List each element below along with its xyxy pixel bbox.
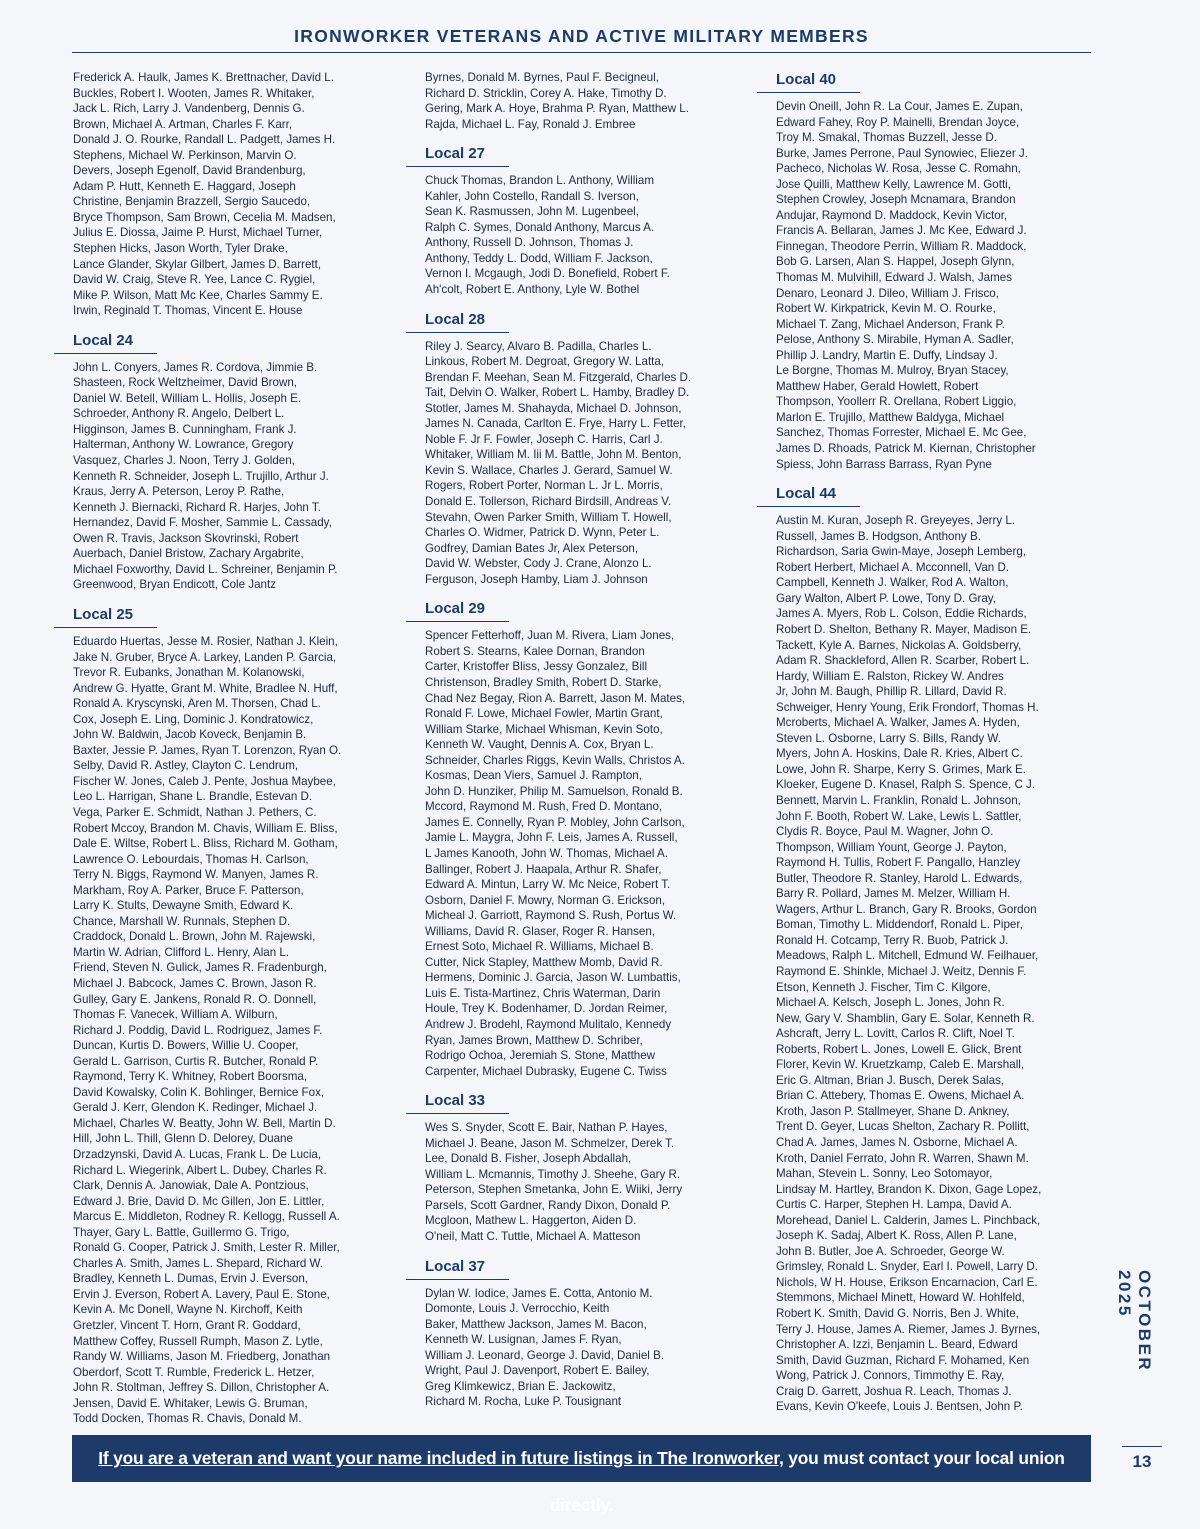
name-line: Kenneth W. Vaught, Dennis A. Cox, Bryan L. <box>425 738 654 752</box>
name-line: Jr, John M. Baugh, Phillip R. Lillard, David R. <box>776 685 1007 699</box>
name-line: Michael T. Zang, Michael Anderson, Frank P. <box>776 317 1005 331</box>
name-line: John L. Conyers, James R. Cordova, Jimmie B. <box>73 360 318 374</box>
name-line: Etson, Kenneth J. Fischer, Tim C. Kilgore, <box>776 980 991 994</box>
column-1 <box>73 70 393 1427</box>
name-line: O'neil, Matt C. Tuttle, Michael A. Matteson <box>425 1230 641 1243</box>
section-heading: Local 28 <box>406 310 509 333</box>
section-heading: Local 44 <box>757 484 860 507</box>
name-line: Donald J. O. Rourke, Randall L. Padgett, James H. <box>73 133 336 147</box>
name-line: Randy W. Williams, Jason M. Friedberg, Jonathan <box>73 1350 331 1364</box>
name-line: Devers, Joseph Egenolf, David Brandenburg, <box>73 164 306 178</box>
name-line: Sean K. Rasmussen, John M. Lugenbeel, <box>425 205 639 219</box>
name-line: Bennett, Marvin L. Franklin, Ronald L. Johnson, <box>776 793 1021 807</box>
name-line: Stevahn, Owen Parker Smith, William T. Howell, <box>425 510 672 524</box>
name-line: Campbell, Kenneth J. Walker, Rod A. Walton, <box>776 576 1009 590</box>
name-line: Burke, James Perrone, Paul Synowiec, Eliezer J. <box>776 146 1028 160</box>
name-line: Daniel W. Betell, William L. Hollis, Joseph E. <box>73 391 302 405</box>
name-line: L James Kanooth, John W. Thomas, Michael A. <box>425 846 668 860</box>
name-line: Kroth, Jason P. Stallmeyer, Shane D. Ankney, <box>776 1104 1010 1118</box>
name-line: Gulley, Gary E. Jankens, Ronald R. O. Donnell, <box>73 992 317 1006</box>
footer-banner-underlined: If you are a veteran and want your name included in future listings in The Ironworker, <box>98 1448 784 1468</box>
name-line: Chuck Thomas, Brandon L. Anthony, William <box>425 174 654 188</box>
name-line: Kroth, Daniel Ferrato, John R. Warren, Shawn M. <box>776 1151 1029 1165</box>
name-line: Robert D. Shelton, Bethany R. Mayer, Madison E. <box>776 622 1032 636</box>
name-line: Richard J. Poddig, David L. Rodriguez, James F. <box>73 1023 323 1037</box>
name-line: Mcgloon, Mathew L. Haggerton, Aiden D. <box>425 1214 637 1228</box>
name-line: Auerbach, Daniel Bristow, Zachary Argabrite, <box>73 547 304 561</box>
name-line: John R. Stoltman, Jeffrey S. Dillon, Christopher A. <box>73 1381 330 1395</box>
name-line: Brown, Michael A. Artman, Charles F. Karr, <box>73 117 293 131</box>
name-line: Craig D. Garrett, Joshua R. Leach, Thomas J. <box>776 1384 1012 1398</box>
name-line: David W. Craig, Steve R. Yee, Lance C. Rygiel, <box>73 273 316 287</box>
name-line: Smith, David Guzman, Richard F. Mohamed, Ken <box>776 1353 1030 1367</box>
name-line: William Starke, Michael Whisman, Kevin Soto, <box>425 722 663 736</box>
name-line: Dale E. Wiltse, Robert L. Bliss, Richard M. Gotham, <box>73 837 338 851</box>
name-line: Francis A. Bellaran, James J. Mc Kee, Edward J. <box>776 224 1027 238</box>
name-line: Baxter, Jessie P. James, Ryan T. Lorenzon, Ryan O. <box>73 743 342 757</box>
name-line: Ronald G. Cooper, Patrick J. Smith, Lester R. Miller, <box>73 1241 340 1255</box>
name-line: Martin W. Adrian, Clifford L. Henry, Alan L. <box>73 945 290 959</box>
name-line: Whitaker, William M. Iii M. Battle, John M. Benton, <box>425 448 682 462</box>
name-line: Kevin A. Mc Donell, Wayne N. Kirchoff, Keith <box>73 1303 303 1317</box>
name-line: Markham, Roy A. Parker, Bruce F. Patterson, <box>73 883 304 897</box>
name-line: Bryce Thompson, Sam Brown, Cecelia M. Madsen, <box>73 210 336 224</box>
name-line: Edward J. Brie, David D. Mc Gillen, Jon E. Littler, <box>73 1194 325 1208</box>
name-line: Kloeker, Eugene D. Knasel, Ralph S. Spence, C J. <box>776 778 1036 792</box>
name-line: Lawrence O. Lebourdais, Thomas H. Carlson, <box>73 852 309 866</box>
name-line: Anthony, Teddy L. Dodd, William F. Jackson, <box>425 251 653 265</box>
name-line: Peterson, Stephen Smetanka, John E. Wiiki, Jerry <box>425 1183 683 1197</box>
name-line: Brian C. Attebery, Thomas E. Owens, Michael A. <box>776 1089 1025 1103</box>
column-2 <box>425 70 745 1410</box>
name-line: John W. Baldwin, Jacob Koveck, Benjamin B. <box>73 728 307 742</box>
name-line: Julius E. Diossa, Jaime P. Hurst, Michael Turner, <box>73 226 323 240</box>
name-line: Hardy, William E. Ralston, Rickey W. Andres <box>776 669 1004 683</box>
name-line: Charles A. Smith, James L. Shepard, Richard W. <box>73 1256 324 1270</box>
name-line: John F. Booth, Robert W. Lake, Lewis L. Sattler, <box>776 809 1022 823</box>
name-line: Houle, Trey K. Bodenhamer, D. Jordan Reimer, <box>425 1002 668 1016</box>
name-line: Chance, Marshall W. Runnals, Stephen D. <box>73 914 291 928</box>
name-line: Stephen Hicks, Jason Worth, Tyler Drake, <box>73 242 288 256</box>
name-line: Hernandez, David F. Mosher, Sammie L. Cassady, <box>73 516 332 530</box>
name-line: Jose Quilli, Matthew Kelly, Lawrence M. Gotti, <box>776 177 1011 191</box>
name-line: New, Gary V. Shamblin, Gary E. Solar, Kenneth R. <box>776 1011 1035 1025</box>
page-number: 13 <box>1132 1452 1152 1471</box>
name-line: Myers, John A. Hoskins, Dale R. Kries, Albert C. <box>776 747 1023 761</box>
name-line: John B. Butler, Joe A. Schroeder, George W. <box>776 1244 1005 1258</box>
name-line: Kosmas, Dean Viers, Samuel J. Rampton, <box>425 769 642 783</box>
name-line: Selby, David R. Astley, Clayton C. Lendrum, <box>73 759 299 773</box>
name-line: Adam P. Hutt, Kenneth E. Haggard, Joseph <box>73 179 296 193</box>
name-line: James D. Rhoads, Patrick M. Kiernan, Christopher <box>776 442 1036 456</box>
name-line: Rajda, Michael L. Fay, Ronald J. Embree <box>425 117 636 131</box>
name-line: David W. Webster, Cody J. Crane, Alonzo L. <box>425 557 652 571</box>
name-line: Baker, Matthew Jackson, James M. Bacon, <box>425 1317 647 1331</box>
name-line: Mike P. Wilson, Matt Mc Kee, Charles Sammy E. <box>73 288 323 302</box>
name-line: Eric G. Altman, Brian J. Busch, Derek Salas, <box>776 1073 1005 1087</box>
name-line: Byrnes, Donald M. Byrnes, Paul F. Becigneul, <box>425 71 659 84</box>
name-line: Friend, Steven N. Gulick, James R. Fradenburgh, <box>73 961 327 975</box>
name-line: Ronald F. Lowe, Michael Fowler, Martin Grant, <box>425 707 663 721</box>
name-line: Linkous, Robert M. Degroat, Gregory W. Latta, <box>425 355 665 369</box>
name-line: John D. Hunziker, Philip M. Samuelson, Ronald B. <box>425 784 683 798</box>
name-line: Pacheco, Nicholas W. Rosa, Jesse C. Romahn, <box>776 162 1021 176</box>
name-line: Thomas F. Vanecek, William A. Wilburn, <box>73 1008 278 1022</box>
name-line: Shasteen, Rock Weltzheimer, David Brown, <box>73 376 298 390</box>
name-line: Le Borgne, Thomas M. Mulroy, Bryan Stacey, <box>776 364 1009 378</box>
name-line: Craddock, Donald L. Brown, John M. Rajewski, <box>73 930 316 944</box>
name-line: Sanchez, Thomas Forrester, Michael E. Mc Gee, <box>776 426 1027 440</box>
name-line: Jamie L. Maygra, John F. Leis, James A. Russell, <box>425 831 678 845</box>
section-heading: Local 40 <box>757 70 860 93</box>
name-line: Joseph K. Sadaj, Albert K. Ross, Allen P. Lane, <box>776 1229 1017 1243</box>
name-line: Bob G. Larsen, Alan S. Happel, Joseph Glynn, <box>776 255 1015 269</box>
name-line: Mahan, Stevein L. Sonny, Leo Sotomayor, <box>776 1167 993 1181</box>
name-line: Kahler, John Costello, Randall S. Iverson, <box>425 189 639 203</box>
name-line: Christenson, Bradley Smith, Robert D. Starke, <box>425 675 662 689</box>
name-line: Vasquez, Charles J. Noon, Terry J. Golden, <box>73 454 295 468</box>
name-line: Richard L. Wiegerink, Albert L. Dubey, Charles R. <box>73 1163 327 1177</box>
name-line: Mcroberts, Michael A. Walker, James A. Hyden, <box>776 716 1020 730</box>
name-line: Jensen, David E. Whitaker, Lewis G. Bruman, <box>73 1396 308 1410</box>
name-line: Clydis R. Boyce, Paul M. Wagner, John O. <box>776 825 994 839</box>
name-line: Robert S. Stearns, Kalee Dornan, Brandon <box>425 644 645 658</box>
name-line: Ervin J. Everson, Robert A. Lavery, Paul E. Stone, <box>73 1287 330 1301</box>
name-line: Robert Herbert, Michael A. Mcconnell, Van D. <box>776 560 1010 574</box>
name-line: Edward Fahey, Roy P. Mainelli, Brendan Joyce, <box>776 115 1020 129</box>
name-line: Nichols, W H. House, Erikson Encarnacion, Carl E. <box>776 1275 1038 1289</box>
name-line: Schneider, Charles Riggs, Kevin Walls, Christos A. <box>425 753 685 767</box>
name-line: Christopher A. Izzi, Benjamin L. Beard, Edward <box>776 1338 1018 1352</box>
name-line: Marlon E. Trujillo, Matthew Baldyga, Michael <box>776 410 1005 424</box>
name-line: Parsels, Scott Gardner, Randy Dixon, Donald P. <box>425 1198 671 1212</box>
name-line: Austin M. Kuran, Joseph R. Greyeyes, Jerry L. <box>776 514 1016 528</box>
name-line: Pelose, Anthony S. Mirabile, Hyman A. Sadler, <box>776 333 1014 347</box>
section-heading: Local 37 <box>406 1257 509 1280</box>
name-line: Evans, Kevin O'keefe, Louis J. Bentsen, John P. <box>776 1400 1023 1414</box>
name-line: Stephens, Michael W. Perkinson, Marvin O. <box>73 148 297 162</box>
name-line: Kenneth W. Lusignan, James F. Ryan, <box>425 1333 622 1347</box>
name-line: Ronald H. Cotcamp, Terry R. Buob, Patrick J. <box>776 933 1009 947</box>
name-line: Ronald A. Kryscynski, Aren M. Thorsen, Chad L. <box>73 697 321 711</box>
name-line: Ashcraft, Jerry L. Lovitt, Carlos R. Clift, Noel T. <box>776 1027 1015 1041</box>
name-line: Richard D. Stricklin, Corey A. Hake, Timothy D. <box>425 86 667 100</box>
name-line: Domonte, Louis J. Verrocchio, Keith <box>425 1302 610 1316</box>
name-line: Marcus E. Middleton, Rodney R. Kellogg, Russell A. <box>73 1210 340 1224</box>
name-line: Luis E. Tista-Martinez, Chris Waterman, Darin <box>425 986 661 1000</box>
name-line: Michael Foxworthy, David L. Schreiner, Benjamin P. <box>73 562 338 576</box>
section-heading: Local 24 <box>54 331 157 354</box>
name-line: Rodrigo Ochoa, Jeremiah S. Stone, Matthew <box>425 1049 656 1063</box>
name-line: Morehead, Daniel L. Calderin, James L. Pinchback, <box>776 1213 1041 1227</box>
name-line: Buckles, Robert I. Wooten, James R. Whitaker, <box>73 86 315 100</box>
name-line: Stephen Crowley, Joseph Mcnamara, Brandon <box>776 193 1016 207</box>
name-line: Ballinger, Robert J. Haapala, Arthur R. Shafer, <box>425 862 662 876</box>
name-line: Cox, Joseph E. Ling, Dominic J. Kondratowicz, <box>73 712 314 726</box>
name-line: Ralph C. Symes, Donald Anthony, Marcus A. <box>425 220 655 234</box>
name-line: Robert W. Kirkpatrick, Kevin M. O. Rourke, <box>776 302 996 316</box>
name-line: Adam R. Shackleford, Allen R. Scarber, Robert L. <box>776 654 1030 668</box>
name-line: Bradley, Kenneth L. Dumas, Ervin J. Everson, <box>73 1272 308 1286</box>
name-line: Spencer Fetterhoff, Juan M. Rivera, Liam Jones, <box>425 629 675 643</box>
name-line: Wagers, Arthur L. Branch, Gary R. Brooks, Gordon <box>776 902 1037 916</box>
name-line: Raymond H. Tullis, Robert F. Pangallo, Hanzley <box>776 856 1021 870</box>
name-line: Kenneth R. Schneider, Joseph L. Trujillo, Arthur J. <box>73 469 329 483</box>
name-line: Duncan, Kurtis D. Bowers, Willie U. Cooper, <box>73 1039 299 1053</box>
name-line: Finnegan, Theodore Perrin, William R. Maddock, <box>776 239 1027 253</box>
name-line: Trevor R. Eubanks, Jonathan M. Kolanowski, <box>73 666 305 680</box>
name-line: Cutter, Nick Stapley, Matthew Momb, David R. <box>425 955 663 969</box>
name-line: Irwin, Reginald T. Thomas, Vincent E. House <box>73 304 303 318</box>
name-line: Andrew G. Hyatte, Grant M. White, Bradlee N. Huff, <box>73 681 338 695</box>
name-line: Matthew Haber, Gerald Howlett, Robert <box>776 379 979 393</box>
name-line: Denaro, Leonard J. Dileo, William J. Frisco, <box>776 286 999 300</box>
name-line: Butler, Theodore R. Stanley, Harold L. Edwards, <box>776 871 1023 885</box>
name-line: Thompson, Yoollerr R. Orellana, Robert Liggio, <box>776 395 1017 409</box>
name-line: Noble F. Jr F. Fowler, Joseph C. Harris, Carl J. <box>425 432 663 446</box>
name-line: Hill, John L. Thill, Glenn D. Delorey, Duane <box>73 1132 293 1146</box>
page-number-divider <box>1122 1446 1162 1447</box>
name-line: Gerald L. Garrison, Curtis R. Butcher, Ronald P. <box>73 1054 319 1068</box>
name-line: Devin Oneill, John R. La Cour, James E. Zupan, <box>776 100 1023 113</box>
name-line: Curtis C. Harper, Stephen H. Lampa, David A. <box>776 1198 1012 1212</box>
name-line: Oberdorf, Scott T. Rumble, Frederick L. Hetzer, <box>73 1365 315 1379</box>
section-heading: Local 25 <box>54 605 157 628</box>
name-line: Michael J. Beane, Jason M. Schmelzer, Derek T. <box>425 1136 675 1150</box>
name-line: Drzadzynski, David A. Lucas, Frank L. De Lucia, <box>73 1148 322 1161</box>
name-line: Spiess, John Barrass Barrass, Ryan Pyne <box>776 457 992 471</box>
name-line: Richardson, Saria Gwin-Maye, Joseph Lemberg, <box>776 545 1027 559</box>
section-heading: Local 29 <box>406 599 509 622</box>
name-line: Rogers, Robert Porter, Norman L. Jr L. Morris, <box>425 479 663 493</box>
name-line: Jack L. Rich, Larry J. Vandenberg, Dennis G. <box>73 102 305 116</box>
name-line: Donald E. Tollerson, Richard Birdsill, Andreas V. <box>425 495 672 509</box>
name-line: Ah'colt, Robert E. Anthony, Lyle W. Bothel <box>425 283 640 297</box>
name-line: Terry J. House, James A. Riemer, James J. Byrnes, <box>776 1322 1041 1336</box>
page-header <box>72 24 1091 53</box>
name-line: Lowe, John R. Sharpe, Kerry S. Grimes, Mark E. <box>776 762 1026 776</box>
name-line: Higginson, James B. Cunningham, Frank J. <box>73 422 297 436</box>
name-line: Michael, Charles W. Beatty, John W. Bell, Martin D. <box>73 1116 336 1130</box>
name-line: Gary Walton, Albert P. Lowe, Tony D. Gray, <box>776 591 996 605</box>
name-line: Ferguson, Joseph Hamby, Liam J. Johnson <box>425 572 648 586</box>
name-line: William L. Mcmannis, Timothy J. Sheehe, Gary R. <box>425 1167 681 1181</box>
name-line: Florer, Kevin W. Kruetzkamp, Caleb E. Marshall, <box>776 1058 1025 1072</box>
name-line: Lee, Donald B. Fisher, Joseph Abdallah, <box>425 1152 632 1166</box>
name-line: James E. Connelly, Ryan P. Mobley, John Carlson, <box>425 815 685 829</box>
name-line: Riley J. Searcy, Alvaro B. Padilla, Charles L. <box>425 339 652 353</box>
name-line: Wes S. Snyder, Scott E. Bair, Nathan P. Hayes, <box>425 1121 668 1135</box>
name-line: Schroeder, Anthony R. Angelo, Delbert L. <box>73 407 285 421</box>
name-line: Frederick A. Haulk, James K. Brettnacher, David L. <box>73 71 334 84</box>
name-line: Roberts, Robert L. Jones, Lowell E. Glick, Brent <box>776 1042 1022 1056</box>
name-line: Christine, Benjamin Brazzell, Sergio Saucedo, <box>73 195 311 209</box>
name-line: Brendan F. Meehan, Sean M. Fitzgerald, Charles D. <box>425 370 692 384</box>
name-line: Hermens, Dominic J. Garcia, Jason W. Lumbattis, <box>425 971 681 985</box>
name-line: Ryan, James Brown, Matthew D. Schriber, <box>425 1033 643 1047</box>
name-line: Mccord, Raymond M. Rush, Fred D. Montano, <box>425 800 663 814</box>
name-line: Andujar, Raymond D. Maddock, Kevin Victor, <box>776 208 1008 222</box>
name-line: Tackett, Kyle A. Barnes, Nickolas A. Goldsberry, <box>776 638 1022 652</box>
name-line: Kenneth J. Biernacki, Richard R. Harjes, John T. <box>73 500 321 514</box>
name-line: Greenwood, Bryan Endicott, Cole Jantz <box>73 578 276 592</box>
name-line: Ernest Soto, Michael R. Williams, Michael B. <box>425 940 654 954</box>
name-line: Troy M. Smakal, Thomas Buzzell, Jesse D. <box>776 131 997 145</box>
name-line: Robert K. Smith, David G. Norris, Ben J. White, <box>776 1307 1019 1321</box>
name-line: Boman, Timothy L. Middendorf, Ronald L. Piper, <box>776 918 1023 932</box>
name-line: James A. Myers, Rob L. Colson, Eddie Richards, <box>776 607 1027 621</box>
name-line: Raymond E. Shinkle, Michael J. Weitz, Dennis F. <box>776 964 1027 978</box>
name-line: Godfrey, Damian Bates Jr, Alex Peterson, <box>425 541 639 555</box>
name-line: Wong, Patrick J. Connors, Timmothy E. Ray, <box>776 1369 1005 1383</box>
name-line: Kraus, Jerry A. Peterson, Leroy P. Rathe, <box>73 485 285 499</box>
name-line: Vernon I. Mcgaugh, Jodi D. Bonefield, Robert F. <box>425 267 670 281</box>
name-line: Anthony, Russell D. Johnson, Thomas J. <box>425 236 634 250</box>
name-line: Todd Docken, Thomas R. Chavis, Donald M. <box>73 1412 302 1426</box>
name-line: Kevin S. Wallace, Charles J. Gerard, Samuel W. <box>425 463 673 477</box>
name-line: Greg Klimkewicz, Brian E. Jackowitz, <box>425 1379 616 1393</box>
name-line: Chad Nez Begay, Rion A. Barrett, Jason M. Mates, <box>425 691 686 705</box>
name-line: Chad A. James, James N. Osborne, Michael A. <box>776 1136 1018 1149</box>
footer-banner-text: you must contact your local union directly. <box>549 1448 1065 1515</box>
name-line: Grimsley, Ronald L. Snyder, Earl I. Powell, Larry D. <box>776 1260 1039 1274</box>
name-line: Matthew Coffey, Russell Rumph, Mason Z. Lytle, <box>73 1334 323 1348</box>
name-line: Wright, Paul J. Davenport, Robert E. Bailey, <box>425 1364 650 1378</box>
name-line: Clark, Dennis A. Janowiak, Dale A. Pontzious, <box>73 1179 309 1193</box>
name-line: Steven L. Osborne, Larry S. Bills, Randy W. <box>776 731 1001 745</box>
name-line: Michael A. Kelsch, Joseph L. Jones, John R. <box>776 996 1005 1010</box>
name-line: Osborn, Daniel F. Mowry, Norman G. Erickson, <box>425 893 666 907</box>
name-line: James N. Canada, Carlton E. Frye, Harry L. Fetter, <box>425 417 686 431</box>
name-line: Eduardo Huertas, Jesse M. Rosier, Nathan J. Klein, <box>73 634 338 648</box>
name-line: Larry K. Stults, Dewayne Smith, Edward K. <box>73 899 294 913</box>
name-line: Charles O. Widmer, Patrick D. Wynn, Peter L. <box>425 526 660 540</box>
issue-date: OCTOBER 2025 <box>1115 1270 1154 1373</box>
name-line: Gerald J. Kerr, Glendon K. Redinger, Michael J. <box>73 1101 318 1115</box>
name-line: Williams, David R. Glaser, Roger R. Hansen, <box>425 924 656 938</box>
name-line: Tait, Delvin O. Walker, Robert L. Hamby, Bradley D. <box>425 386 690 400</box>
name-line: Gretzler, Vincent T. Horn, Grant R. Goddard, <box>73 1319 301 1333</box>
name-line: Leo L. Harrigan, Shane L. Brandle, Estevan D. <box>73 790 313 804</box>
name-line: Phillip J. Landry, Martin E. Duffy, Lindsay J. <box>776 348 998 362</box>
name-line: Micheal J. Garriott, Raymond S. Rush, Portus W. <box>425 909 677 923</box>
name-line: Thomas M. Mulvihill, Edward J. Walsh, James <box>776 271 1013 285</box>
name-line: Michael J. Babcock, James C. Brown, Jason R. <box>73 976 317 990</box>
name-line: Barry R. Pollard, James M. Melzer, William H. <box>776 887 1011 901</box>
name-line: Dylan W. Iodice, James E. Cotta, Antonio M. <box>425 1286 653 1300</box>
section-heading: Local 27 <box>406 144 509 167</box>
name-line: Thompson, William Yount, George J. Payton, <box>776 840 1007 854</box>
name-line: Gering, Mark A. Hoye, Brahma P. Ryan, Matthew L. <box>425 102 689 116</box>
name-line: Owen R. Travis, Jackson Skovrinski, Robert <box>73 531 299 545</box>
name-line: Lindsay M. Hartley, Brandon K. Dixon, Gage Lopez, <box>776 1182 1042 1196</box>
name-line: Schweiger, Henry Young, Erik Frondorf, Thomas H. <box>776 700 1039 714</box>
name-line: Meadows, Ralph L. Mitchell, Edmund W. Feilhauer, <box>776 949 1039 963</box>
name-line: Stemmons, Michael Minett, Howard W. Hohlfeld, <box>776 1291 1025 1305</box>
name-line: Jake N. Gruber, Bryce A. Larkey, Landen P. Garcia, <box>73 650 337 664</box>
name-line: Carter, Kristoffer Bliss, Jessy Gonzalez, Bill <box>425 660 648 674</box>
name-line: Lance Glander, Skylar Gilbert, James D. Barrett, <box>73 257 322 271</box>
name-line: Halterman, Anthony W. Lowrance, Gregory <box>73 438 294 452</box>
name-line: Carpenter, Michael Dubrasky, Eugene C. Twiss <box>425 1064 667 1078</box>
name-line: Raymond, Terry K. Whitney, Robert Boorsma, <box>73 1070 308 1084</box>
name-line: Thayer, Gary L. Battle, Guillermo G. Trigo, <box>73 1225 290 1239</box>
name-line: Terry N. Biggs, Raymond W. Manyen, James R. <box>73 868 319 882</box>
name-line: Richard M. Rocha, Luke P. Tousignant <box>425 1395 622 1409</box>
name-line: Vega, Parker E. Schmidt, Nathan J. Pethers, C. <box>73 805 317 819</box>
footer-banner <box>72 1435 1091 1515</box>
name-line: Robert Mccoy, Brandon M. Chavis, William E. Bliss, <box>73 821 338 835</box>
page-title: IRONWORKER VETERANS AND ACTIVE MILITARY MEMBERS <box>294 26 869 46</box>
name-line: David Kowalsky, Colin K. Bohlinger, Bernice Fox, <box>73 1085 325 1099</box>
name-line: Trent D. Geyer, Lucas Shelton, Zachary R. Pollitt, <box>776 1120 1030 1134</box>
name-line: Andrew J. Brodehl, Raymond Mulitalo, Kennedy <box>425 1017 672 1031</box>
name-line: Stotler, James M. Shahayda, Michael D. Johnson, <box>425 401 682 415</box>
name-line: William J. Leonard, George J. David, Daniel B. <box>425 1348 665 1362</box>
name-line: Fischer W. Jones, Caleb J. Pente, Joshua Maybee, <box>73 774 336 788</box>
name-line: Edward A. Mintun, Larry W. Mc Neice, Robert T. <box>425 878 671 892</box>
section-heading: Local 33 <box>406 1091 509 1114</box>
name-line: Russell, James B. Hodgson, Anthony B. <box>776 529 981 543</box>
column-3 <box>776 70 1096 1415</box>
